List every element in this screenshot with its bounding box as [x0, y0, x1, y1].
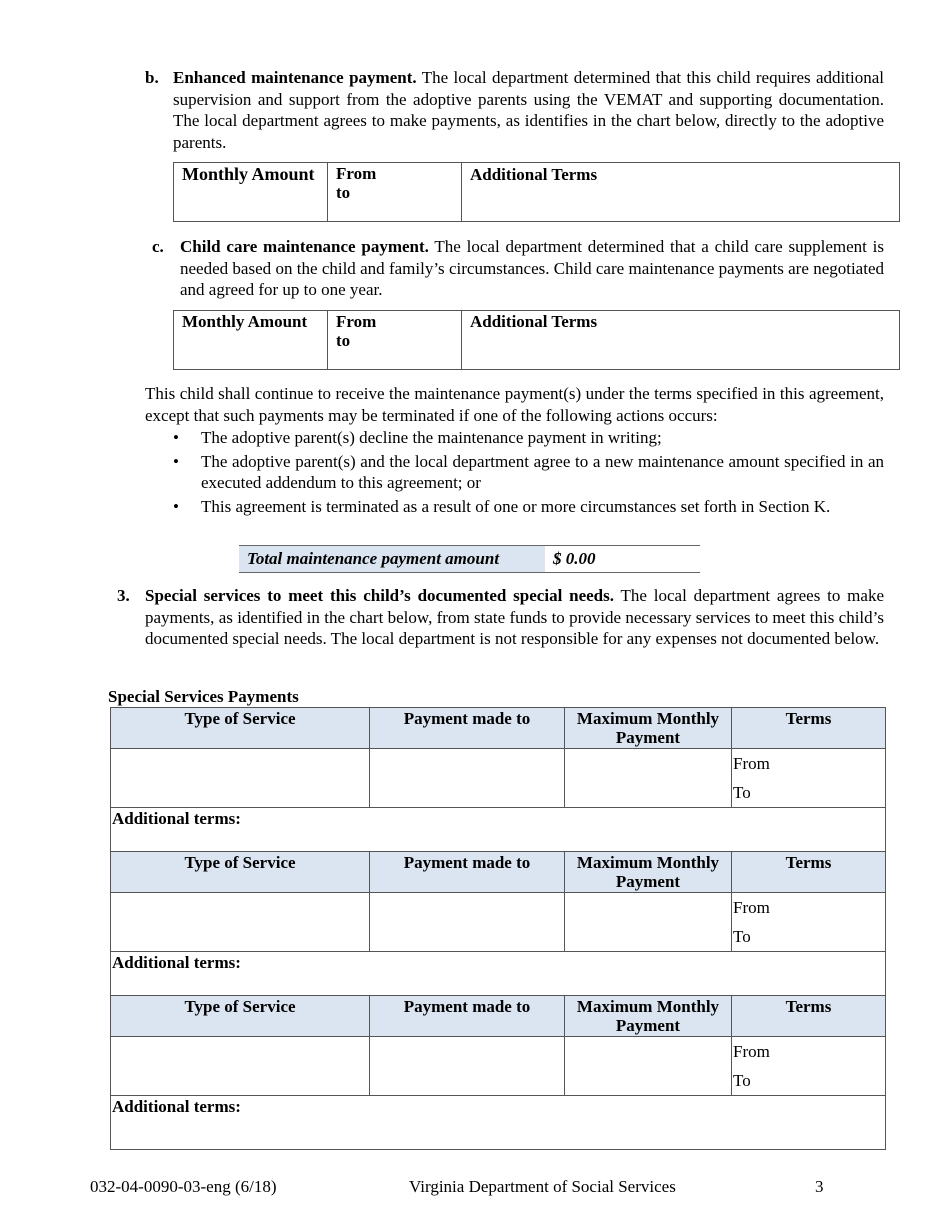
monthly-amount-header: Monthly Amount [174, 311, 328, 370]
maximum-monthly-payment-header: Maximum Monthly Payment [565, 708, 732, 749]
list-item: • The adoptive parent(s) and the local department agree to a new maintenance amount specified in an executed addendum to this agreement; or [173, 451, 884, 492]
monthly-amount-header: Monthly Amount [174, 163, 328, 222]
payment-made-to-cell[interactable] [370, 1037, 565, 1096]
terms-header: Terms [732, 852, 886, 893]
type-of-service-header: Type of Service [111, 852, 370, 893]
terms-cell[interactable]: From To [732, 893, 886, 952]
payment-made-to-header: Payment made to [370, 708, 565, 749]
section-c [152, 236, 884, 302]
type-of-service-header: Type of Service [111, 996, 370, 1037]
section-c-marker: c. [152, 237, 164, 256]
section-c-text: The local department determined that a child care supplement is needed based on the child and family’s circumstances. Child care maintenance payments are negotiated and agreed for up to one year. [180, 237, 884, 299]
section-b-marker: b. [145, 68, 159, 87]
payment-made-to-header: Payment made to [370, 852, 565, 893]
maximum-monthly-payment-cell[interactable] [565, 749, 732, 808]
section-3-text: The local department agrees to make payments, as identified in the chart below, from state funds to provide necessary services to meet this child’s documented special needs. The local department is not responsible for any expenses not documented below. [145, 586, 884, 648]
payment-made-to-cell[interactable] [370, 749, 565, 808]
maximum-monthly-payment-header: Maximum Monthly Payment [565, 852, 732, 893]
footer-agency: Virginia Department of Social Services [409, 1177, 676, 1196]
from-to-cell: From to [328, 163, 462, 222]
section-b [145, 67, 884, 157]
special-services-table-1 [110, 707, 886, 862]
special-services-table-3 [110, 995, 886, 1150]
maximum-monthly-payment-cell[interactable] [565, 1037, 732, 1096]
total-maintenance-label: Total maintenance payment amount [239, 546, 545, 572]
terms-cell[interactable]: From To [732, 749, 886, 808]
additional-terms-cell[interactable]: Additional terms: [111, 1096, 886, 1150]
total-maintenance-row [239, 545, 700, 573]
list-item: • The adoptive parent(s) decline the maintenance payment in writing; [173, 428, 662, 447]
section-c-body [180, 236, 884, 301]
total-maintenance-value: $ 0.00 [553, 549, 596, 568]
additional-terms-header: Additional Terms [462, 311, 900, 370]
section-3-body [145, 585, 884, 650]
footer-page-number: 3 [815, 1177, 824, 1196]
additional-terms-cell[interactable]: Additional terms: [111, 808, 886, 862]
section-b-heading: Enhanced maintenance payment. [173, 68, 417, 87]
type-of-service-cell[interactable] [111, 749, 370, 808]
type-of-service-cell[interactable] [111, 893, 370, 952]
child-care-maintenance-table [173, 310, 900, 370]
payment-made-to-header: Payment made to [370, 996, 565, 1037]
special-services-title: Special Services Payments [108, 687, 299, 706]
payment-made-to-cell[interactable] [370, 893, 565, 952]
section-b-body [173, 67, 884, 153]
termination-list [145, 427, 884, 517]
section-3-heading: Special services to meet this child’s documented special needs. [145, 586, 614, 605]
type-of-service-header: Type of Service [111, 708, 370, 749]
special-services-table-2 [110, 851, 886, 1006]
maximum-monthly-payment-header: Maximum Monthly Payment [565, 996, 732, 1037]
additional-terms-cell[interactable]: Additional terms: [111, 952, 886, 1006]
section-b-text: The local department determined that this child requires additional supervision and support from the adoptive parents using the VEMAT and supporting documentation. The local department agrees to make payments, as identifies in the chart below, directly to the adoptive parents. [173, 68, 884, 152]
terms-header: Terms [732, 996, 886, 1037]
maximum-monthly-payment-cell[interactable] [565, 893, 732, 952]
enhanced-maintenance-table [173, 162, 900, 222]
list-item: • This agreement is terminated as a result of one or more circumstances set forth in Section K. [173, 496, 831, 516]
footer-form-id: 032-04-0090-03-eng (6/18) [90, 1177, 277, 1196]
section-3-marker: 3. [117, 586, 130, 605]
terms-header: Terms [732, 708, 886, 749]
section-3 [117, 585, 884, 675]
additional-terms-header: Additional Terms [462, 163, 900, 222]
section-c-heading: Child care maintenance payment. [180, 237, 429, 256]
terms-cell[interactable]: From To [732, 1037, 886, 1096]
from-to-cell: From to [328, 311, 462, 370]
type-of-service-cell[interactable] [111, 1037, 370, 1096]
termination-intro: This child shall continue to receive the maintenance payment(s) under the terms specified in this agreement, except that such payments may be terminated if one of the following actions occurs: [145, 384, 884, 425]
